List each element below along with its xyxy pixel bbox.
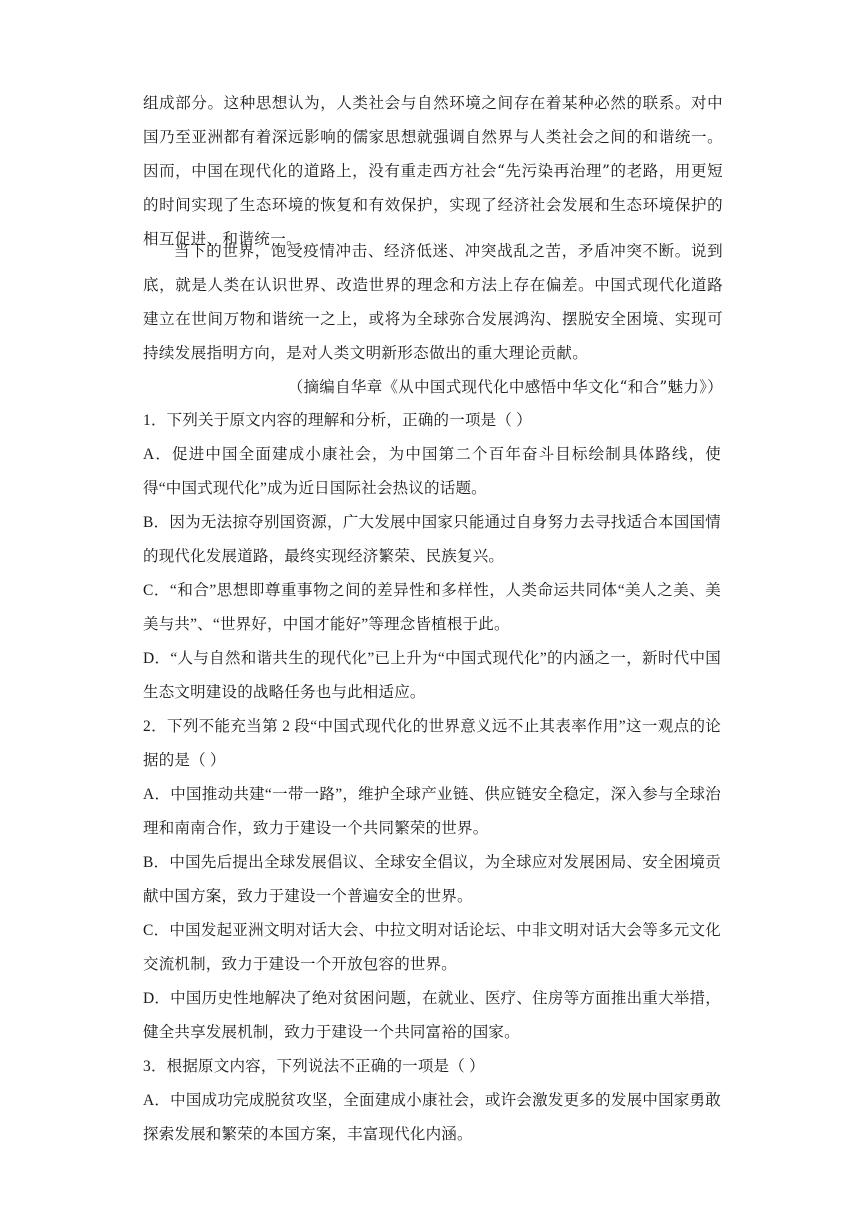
question-1-stem: 1．下列关于原文内容的理解和分析，正确的一项是（ ）	[143, 412, 532, 429]
passage-source: （摘编自华章《从中国式现代化中感悟中华文化“和合”魅力》）	[287, 378, 723, 396]
passage-paragraph-2: 当下的世界，饱受疫情冲击、经济低迷、冲突战乱之苦，矛盾冲突不断。说到底，就是人类在认识世界、改造世界的理念和方法上存在偏差。中国式现代化道路建立在世间万物和谐统一之上，或将为全球弥合发展鸿沟、摆脱安全困境、实现可持续发展指明方向，是对人类文明新形态做出的重大理论贡献。	[143, 242, 723, 362]
question-3-option-a: A．中国成功完成脱贫攻坚，全面建成小康社会，或许会激发更多的发展中国家勇敢探索发展和繁荣的本国方案，丰富现代化内涵。	[143, 1092, 721, 1143]
question-1-option-a: A．促进中国全面建成小康社会，为中国第二个百年奋斗目标绘制具体路线，使得“中国式现代化”成为近日国际社会热议的话题。	[143, 446, 721, 497]
question-2-option-d: D．中国历史性地解决了绝对贫困问题，在就业、医疗、住房等方面推出重大举措，健全共享发展机制，致力于建设一个共同富裕的国家。	[143, 990, 721, 1041]
question-2-stem: 2．下列不能充当第 2 段“中国式现代化的世界意义远不止其表率作用”这一观点的论据的是（ ）	[143, 718, 721, 769]
question-2-option-c: C．中国发起亚洲文明对话大会、中拉文明对话论坛、中非文明对话大会等多元文化交流机制，致力于建设一个开放包容的世界。	[143, 922, 721, 973]
question-1-option-d: D．“人与自然和谐共生的现代化”已上升为“中国式现代化”的内涵之一，新时代中国生态文明建设的战略任务也与此相适应。	[143, 650, 721, 701]
question-3-stem: 3．根据原文内容，下列说法不正确的一项是（ ）	[143, 1058, 485, 1075]
question-1-option-c: C．“和合”思想即尊重事物之间的差异性和多样性，人类命运共同体“美人之美、美美与共”、“世界好，中国才能好”等理念皆植根于此。	[143, 582, 721, 633]
question-2-option-b: B．中国先后提出全球发展倡议、全球安全倡议，为全球应对发展困局、安全困境贡献中国方案，致力于建设一个普遍安全的世界。	[143, 854, 721, 905]
question-1-option-b: B．因为无法掠夺别国资源，广大发展中国家只能通过自身努力去寻找适合本国国情的现代化发展道路，最终实现经济繁荣、民族复兴。	[143, 514, 721, 565]
passage-paragraph-1: 组成部分。这种思想认为，人类社会与自然环境之间存在着某种必然的联系。对中国乃至亚洲都有着深远影响的儒家思想就强调自然界与人类社会之间的和谐统一。因而，中国在现代化的道路上，没有重走西方社会“先污染再治理”的老路，用更短的时间实现了生态环境的恢复和有效保护，实现了经济社会发展和生态环境保护的相互促进、和谐统一。	[143, 94, 723, 248]
question-2-option-a: A．中国推动共建“一带一路”，维护全球产业链、供应链安全稳定，深入参与全球治理和南南合作，致力于建设一个共同繁荣的世界。	[143, 786, 721, 837]
